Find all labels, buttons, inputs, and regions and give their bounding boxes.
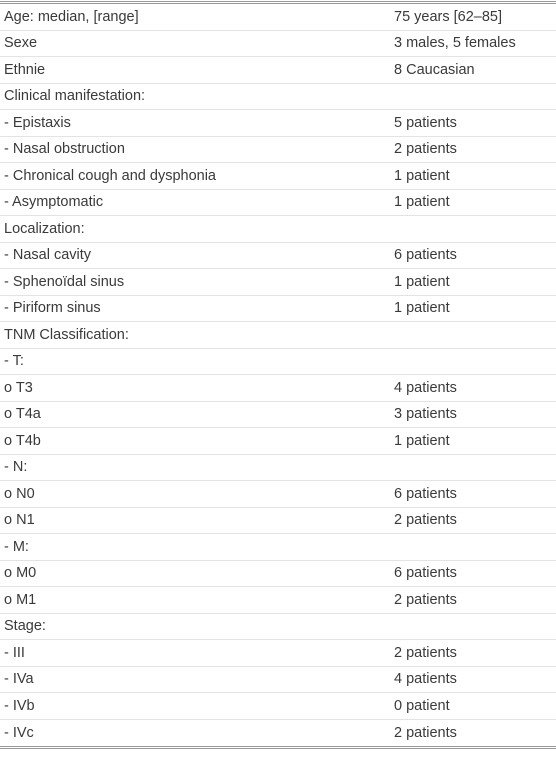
table-row (0, 57, 556, 84)
table-row (0, 428, 556, 455)
row-value: 4 patients (394, 379, 457, 396)
row-label: - III (4, 644, 25, 661)
row-label: Sexe (4, 35, 38, 52)
row-label: Age: median, [range] (4, 8, 139, 25)
row-label: Clinical manifestation: (4, 88, 146, 105)
row-label: o M1 (4, 591, 37, 608)
row-value: 2 patients (394, 724, 457, 741)
table-row (0, 322, 556, 349)
row-value: 2 patients (394, 141, 457, 158)
table-row (0, 216, 556, 243)
row-label: - Asymptomatic (4, 194, 104, 211)
row-label: TNM Classification: (4, 326, 129, 343)
row-value: 2 patients (394, 512, 457, 529)
table-row (0, 110, 556, 137)
table-row (0, 296, 556, 323)
table-row (0, 614, 556, 641)
row-label: Localization: (4, 220, 85, 237)
table-row (0, 693, 556, 720)
row-label: - Nasal cavity (4, 247, 92, 264)
row-value: 8 Caucasian (394, 61, 475, 78)
row-value: 2 patients (394, 644, 457, 661)
table-row (0, 375, 556, 402)
row-value: 4 patients (394, 671, 457, 688)
row-value: 6 patients (394, 485, 457, 502)
table-row (0, 402, 556, 429)
row-value: 1 patient (394, 432, 450, 449)
table-row (0, 481, 556, 508)
row-label: - Epistaxis (4, 114, 71, 131)
row-value: 1 patient (394, 273, 450, 290)
row-value: 0 patient (394, 697, 450, 714)
table-row (0, 4, 556, 31)
row-label: - Chronical cough and dysphonia (4, 167, 216, 184)
row-value: 1 patient (394, 300, 450, 317)
table-row (0, 720, 556, 747)
row-label: o N1 (4, 512, 35, 529)
row-label: - IVb (4, 697, 35, 714)
table-body (0, 4, 556, 746)
row-label: - IVa (4, 671, 34, 688)
row-value: 75 years [62–85] (394, 8, 503, 25)
row-value: 3 patients (394, 406, 457, 423)
row-label: - Piriform sinus (4, 300, 101, 317)
table-row (0, 667, 556, 694)
row-label: - T: (4, 353, 24, 370)
table-row (0, 31, 556, 58)
table-row (0, 84, 556, 111)
table-row (0, 190, 556, 217)
table-row (0, 349, 556, 376)
table-bottom-rule (0, 746, 556, 749)
table-row (0, 137, 556, 164)
row-value: 6 patients (394, 565, 457, 582)
table-row (0, 508, 556, 535)
table-row (0, 561, 556, 588)
row-label: Stage: (4, 618, 46, 635)
row-value: 3 males, 5 females (394, 35, 516, 52)
row-value: 2 patients (394, 591, 457, 608)
row-value: 1 patient (394, 194, 450, 211)
table-row (0, 534, 556, 561)
row-label: - IVc (4, 724, 34, 741)
row-label: o T4a (4, 406, 41, 423)
row-label: - N: (4, 459, 28, 476)
table-row (0, 269, 556, 296)
table-row (0, 640, 556, 667)
row-label: o T4b (4, 432, 41, 449)
row-label: o M0 (4, 565, 37, 582)
row-label: o T3 (4, 379, 33, 396)
table-row (0, 455, 556, 482)
table-row (0, 243, 556, 270)
row-label: - Nasal obstruction (4, 141, 125, 158)
table-row (0, 587, 556, 614)
row-label: - M: (4, 538, 29, 555)
row-label: - Sphenoïdal sinus (4, 273, 125, 290)
row-value: 5 patients (394, 114, 457, 131)
table-row (0, 163, 556, 190)
row-label: Ethnie (4, 61, 46, 78)
row-value: 6 patients (394, 247, 457, 264)
row-label: o N0 (4, 485, 35, 502)
row-value: 1 patient (394, 167, 450, 184)
